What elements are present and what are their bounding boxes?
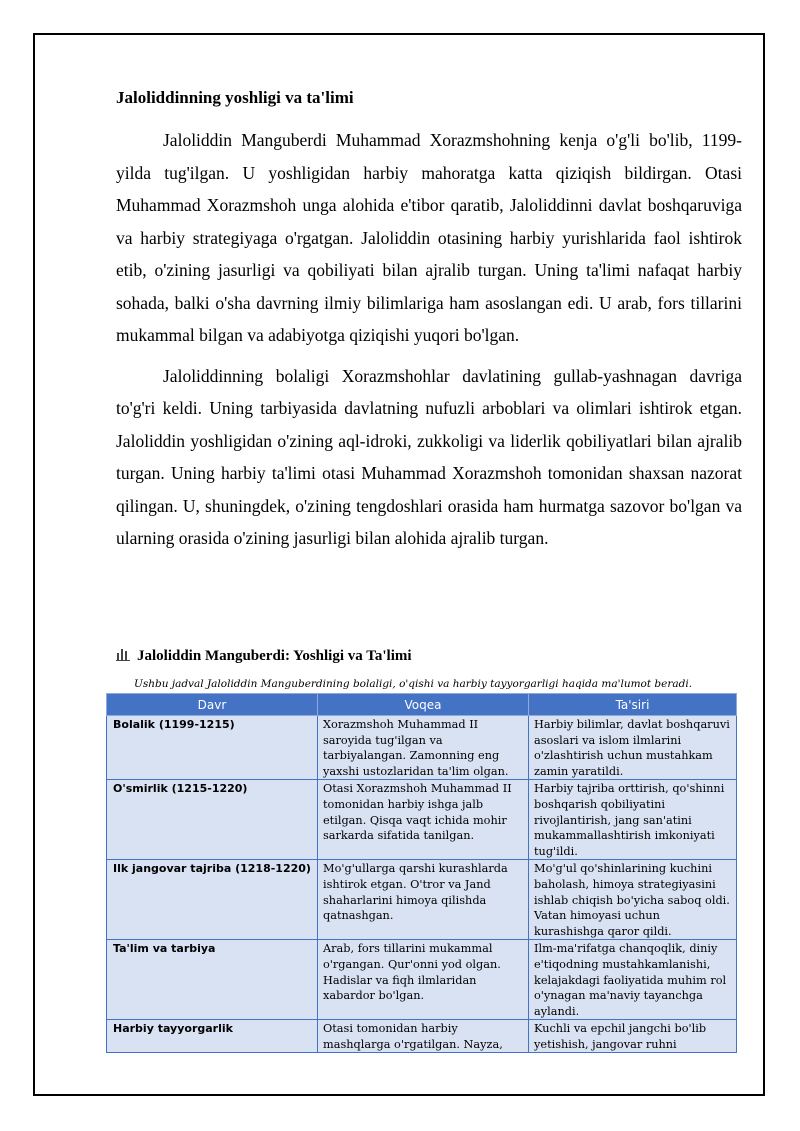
cell-event: Otasi Xorazmshoh Muhammad II tomonidan harbiy ishga jalb etilgan. Qisqa vaqt ichida mohir sarkarda sifatida tanilgan.: [318, 780, 529, 860]
cell-event: Otasi tomonidan harbiy mashqlarga o'rgatilgan. Nayza,: [318, 1020, 529, 1053]
cell-impact: Mo'g'ul qo'shinlarining kuchini baholash, himoya strategiyasini ishlab chiqish bo'yicha saboq oldi. Vatan himoyasi uchun kurashishga qaror qildi.: [529, 860, 737, 940]
table-row: [107, 860, 737, 940]
cell-impact: Harbiy bilimlar, davlat boshqaruvi asoslari va islom ilmlarini o'zlashtirish uchun mustahkam zamin yaratildi.: [529, 716, 737, 780]
cell-period: Ta'lim va tarbiya: [107, 940, 318, 1020]
table-header-row: [107, 694, 737, 716]
section-heading: Jaloliddinning yoshligi va ta'limi: [116, 88, 354, 107]
table-caption: [116, 637, 756, 698]
table-row: [107, 716, 737, 780]
cell-period: Bolalik (1199-1215): [107, 716, 318, 780]
cell-period: Harbiy tayyorgarlik: [107, 1020, 318, 1053]
cell-event: Arab, fors tillarini mukammal o'rgangan. Qur'onni yod olgan. Hadislar va fiqh ilmlaridan xabardor bo'lgan.: [318, 940, 529, 1020]
cell-period: O'smirlik (1215-1220): [107, 780, 318, 860]
table-title: Jaloliddin Manguberdi: Yoshligi va Ta'limi: [137, 648, 412, 664]
cell-impact: Ilm-ma'rifatga chanqoqlik, diniy e'tiqodning mustahkamlanishi, kelajakdagi faoliyatida muhim rol o'ynagan ma'naviy tayanchga aylandi.: [529, 940, 737, 1020]
cell-impact: Harbiy tajriba orttirish, qo'shinni boshqarish qobiliyatini rivojlantirish, jang san'atini mukammallashtirish imkoniyati tug'ildi.: [529, 780, 737, 860]
cell-event: Mo'g'ullarga qarshi kurashlarda ishtirok etgan. O'tror va Jand shaharlarini himoya qilishda qatnashgan.: [318, 860, 529, 940]
paragraph-1: Jaloliddin Manguberdi Muhammad Xorazmshohning kenja o'g'li bo'lib, 1199-yilda tug'ilgan. U yoshligidan harbiy mahoratga katta qiziqish bildirgan. Otasi Muhammad Xorazmshoh unga alohida e'tibor qaratib, Jaloliddinni davlat boshqaruviga va harbiy strategiyaga o'rgatgan. Jaloliddin otasining harbiy yurishlarida faol ishtirok etib, o'zining jasurligi va qobiliyati bilan ajralib turgan. Uning ta'limi nafaqat harbiy sohada, balki o'sha davrning ilmiy bilimlariga ham asoslangan edi. U arab, fors tillarini mukammal bilgan va adabiyotga qiziqishi yuqori bo'lgan.: [116, 130, 742, 345]
cell-period: Ilk jangovar tajriba (1218-1220): [107, 860, 318, 940]
bar-chart-icon: [116, 647, 137, 666]
cell-impact: Kuchli va epchil jangchi bo'lib yetishish, jangovar ruhni: [529, 1020, 737, 1053]
header-davr: Davr: [107, 694, 318, 716]
cell-event: Xorazmshoh Muhammad II saroyida tug'ilgan va tarbiyalangan. Zamonning eng yaxshi ustozlaridan ta'lim olgan.: [318, 716, 529, 780]
document-body: [116, 86, 742, 563]
paragraph-2: Jaloliddinning bolaligi Xorazmshohlar davlatining gullab-yashnagan davriga to'g'ri keldi. Uning tarbiyasida davlatning nufuzli arboblari va olimlari ishtirok etgan. Jaloliddin yoshligidan o'zining aql-idroki, zukkoligi va liderlik qobiliyatlari bilan ajralib turgan. Uning harbiy ta'limi otasi Muhammad Xorazmshoh tomonidan shaxsan nazorat qilingan. U, shuningdek, o'zining tengdoshlari orasida ham hurmatga sazovor bo'lgan va ularning orasida o'zining jasurligi bilan alohida ajralib turgan.: [116, 365, 742, 548]
header-tasiri: Ta'siri: [529, 694, 737, 716]
table-subtitle: Ushbu jadval Jaloliddin Manguberdining bolaligi, o'qishi va harbiy tayyorgarligi haqida ma'lumot beradi.: [134, 678, 693, 690]
info-table: [106, 693, 737, 1053]
table-row: [107, 780, 737, 860]
table-row: [107, 1020, 737, 1053]
header-voqea: Voqea: [318, 694, 529, 716]
table-row: [107, 940, 737, 1020]
